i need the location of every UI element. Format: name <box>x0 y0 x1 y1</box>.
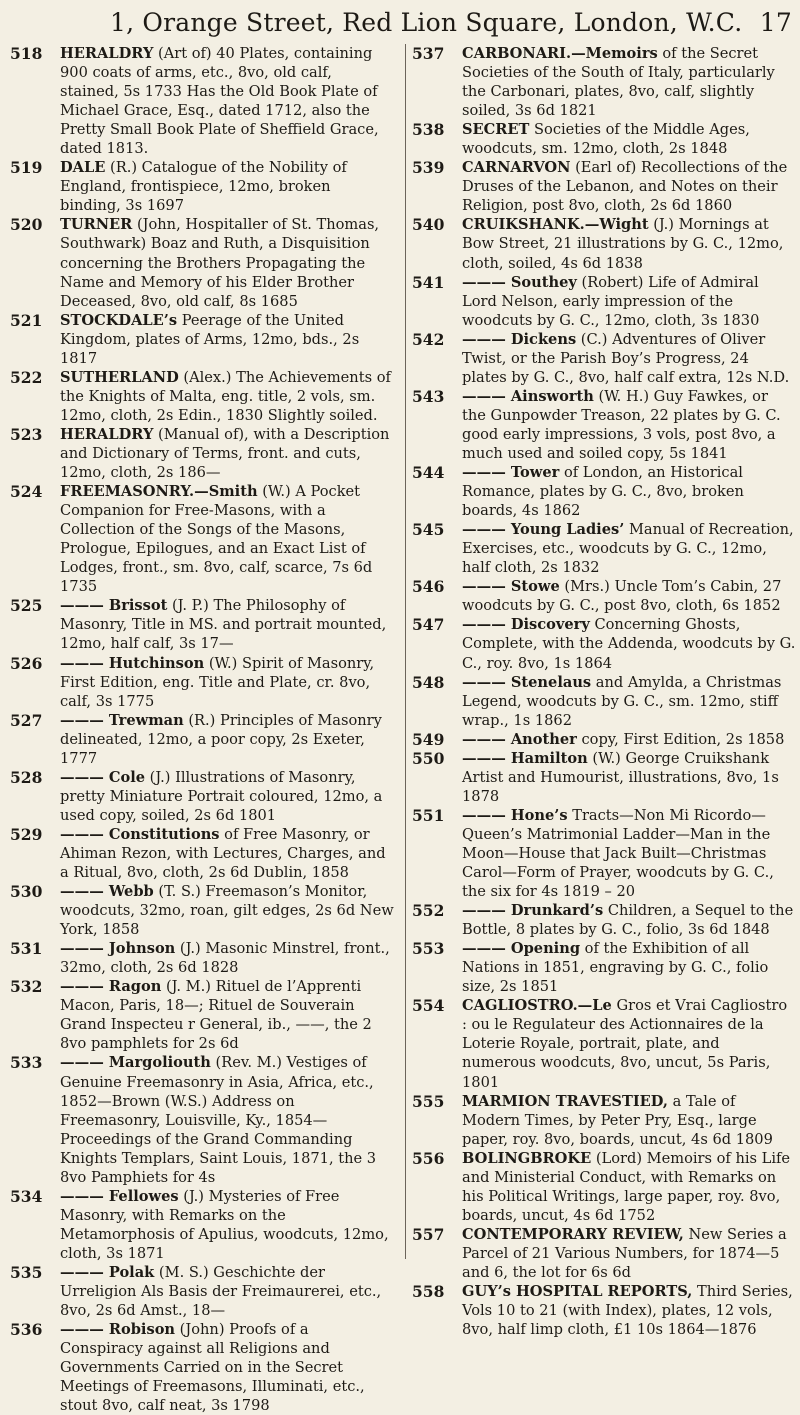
entry-heading: CARNARVON <box>462 159 571 177</box>
entry-heading: ——— Another <box>462 730 577 748</box>
entry-number: 528 <box>10 767 43 787</box>
entry-description: (J. M.) Rituel de l’Apprenti Macon, Paris, 18—; Rituel de Souverain Grand Inspecteu r General, ib., ——, the 2 8vo pamphlets for 2s 6d <box>60 978 372 1053</box>
entry-number: 538 <box>412 120 445 140</box>
catalogue-entry <box>10 711 394 768</box>
catalogue-entry <box>10 882 394 939</box>
entry-number: 525 <box>10 596 43 616</box>
entry-number: 534 <box>10 1186 43 1206</box>
entry-description: (W.) George Cruikshank Artist and Humourist, illustrations, 8vo, 1s 1878 <box>462 749 779 805</box>
entry-description: (John, Hospitaller of St. Thomas, Southwark) Boaz and Ruth, a Disquisition concerning the Brothers Propagating the Name and Memory of his Elder Brother Deceased, 8vo, old calf, 8s 1685 <box>60 216 380 310</box>
entry-description: (J. P.) The Philosophy of Masonry, Title in MS. and portrait mounted, 12mo, half calf, 3s 17— <box>60 597 387 653</box>
entry-heading: GUY’s HOSPITAL REPORTS, <box>462 1283 693 1301</box>
entry-number: 554 <box>412 996 445 1016</box>
entry-heading: ——— Trewman <box>60 711 184 729</box>
entry-heading: ——— Cole <box>60 768 146 786</box>
entry-description: (Earl of) Recollections of the Druses of the Lebanon, and Notes on their Religion, post 8vo, cloth, 2s 6d 1860 <box>462 159 788 215</box>
entry-number: 552 <box>412 901 445 921</box>
entry-description: (Lord) Memoirs of his Life and Ministerial Conduct, with Remarks on his Political Writings, large paper, roy. 8vo, boards, uncut, 4s 6d 1752 <box>462 1149 791 1224</box>
catalogue-entry <box>412 673 796 730</box>
entry-number: 539 <box>412 158 445 178</box>
header-address: 1, Orange Street, Red Lion Square, London, W.C. <box>110 8 743 37</box>
entry-description: (W. H.) Guy Fawkes, or the Gunpowder Treason, 22 plates by G. C. good early impressions, 3 vols, post 8vo, a much used and soiled copy, 5s 1841 <box>462 387 781 462</box>
catalogue-entry <box>10 215 394 310</box>
catalogue-entry <box>412 520 796 577</box>
catalogue-entry <box>412 158 796 215</box>
entry-number: 523 <box>10 424 43 444</box>
entry-number: 531 <box>10 939 43 959</box>
entry-description: of Free Masonry, or Ahiman Rezon, with Lectures, Charges, and a Ritual, 8vo, cloth, 2s 6d Dublin, 1858 <box>60 825 386 882</box>
entry-number: 533 <box>10 1053 43 1073</box>
catalogue-entry <box>412 1282 796 1339</box>
catalogue-entry <box>412 215 796 272</box>
entry-description: (J.) Mornings at Bow Street, 21 illustrations by G. C., 12mo, cloth, soiled, 4s 6d 1838 <box>462 216 784 272</box>
entry-number: 541 <box>412 272 445 292</box>
entry-number: 522 <box>10 367 43 387</box>
entry-heading: MARMION TRAVESTIED, <box>462 1092 668 1110</box>
entry-number: 550 <box>412 748 445 768</box>
entry-description: Societies of the Middle Ages, woodcuts, sm. 12mo, cloth, 2s 1848 <box>462 121 750 158</box>
entry-heading: ——— Robison <box>60 1321 176 1339</box>
catalogue-entry <box>10 1053 394 1186</box>
entry-number: 547 <box>412 615 445 635</box>
entry-number: 527 <box>10 710 43 730</box>
entry-description: (R.) Principles of Masonry delineated, 12mo, a poor copy, 2s Exeter, 1777 <box>60 711 382 767</box>
catalogue-entry <box>412 749 796 806</box>
entry-heading: FREEMASONRY.—Smith <box>60 483 258 501</box>
catalogue-entry <box>412 463 796 520</box>
entry-heading: ——— Fellowes <box>60 1187 179 1205</box>
entry-number: 551 <box>412 805 445 825</box>
entry-description: copy, First Edition, 2s 1858 <box>576 730 785 748</box>
entry-number: 546 <box>412 577 445 597</box>
entry-description: Tracts—Non Mi Ricordo—Queen’s Matrimonial Ladder—Man in the Moon—House that Jack Built—Christmas Carol—Form of Prayer, woodcuts by G. C., the six for 4s 1819 – 20 <box>462 806 774 901</box>
entry-heading: ——— Ragon <box>60 978 162 996</box>
entry-description: (W.) Spirit of Masonry, First Edition, eng. Title and Plate, cr. 8vo, calf, 3s 1775 <box>60 654 375 710</box>
entry-number: 545 <box>412 520 445 540</box>
entry-heading: SECRET <box>462 121 530 139</box>
catalogue-entry <box>10 596 394 653</box>
entry-number: 521 <box>10 310 43 330</box>
entry-number: 526 <box>10 653 43 673</box>
entry-heading: ——— Young Ladies’ <box>462 521 625 539</box>
entry-description: (Mrs.) Uncle Tom’s Cabin, 27 woodcuts by G. C., post 8vo, cloth, 6s 1852 <box>462 578 782 615</box>
entry-heading: SUTHERLAND <box>60 368 179 386</box>
catalogue-entry <box>412 939 796 996</box>
entry-heading: ——— Tower <box>462 464 560 482</box>
entry-heading: ——— Opening <box>462 940 581 958</box>
right-column <box>412 44 796 1339</box>
entry-number: 529 <box>10 824 43 844</box>
entry-heading: ——— Discovery <box>462 616 590 634</box>
catalogue-entry <box>412 273 796 330</box>
entry-heading: ——— Ainsworth <box>462 387 594 405</box>
entry-number: 524 <box>10 482 43 502</box>
entry-description: Third Series, Vols 10 to 21 (with Index), plates, 12 vols, 8vo, half limp cloth, £1 10s 1864—1876 <box>462 1283 793 1339</box>
entry-number: 556 <box>412 1148 445 1168</box>
entry-heading: ——— Drunkard’s <box>462 902 604 920</box>
catalogue-entry <box>412 730 796 749</box>
catalogue-entry <box>412 577 796 615</box>
catalogue-entry <box>412 44 796 120</box>
entry-heading: CARBONARI.—Memoirs <box>462 45 658 62</box>
entry-number: 535 <box>10 1263 43 1282</box>
catalogue-entry <box>10 825 394 882</box>
entry-heading: HERALDRY <box>60 45 154 62</box>
page-number: 17 <box>759 8 792 37</box>
catalogue-entry <box>10 768 394 825</box>
entry-number: 557 <box>412 1224 445 1244</box>
entry-number: 518 <box>10 44 43 63</box>
entry-number: 520 <box>10 215 43 235</box>
entry-description: (T. S.) Freemason’s Monitor, woodcuts, 32mo, roan, gilt edges, 2s 6d New York, 1858 <box>60 883 394 939</box>
entry-heading: TURNER <box>60 216 133 234</box>
entry-heading: ——— Constitutions <box>60 825 220 843</box>
entry-description: (Robert) Life of Admiral Lord Nelson, early impression of the woodcuts by G. C., 12mo, cloth, 3s 1830 <box>462 273 760 329</box>
entry-description: (C.) Adventures of Oliver Twist, or the Parish Boy’s Progress, 24 plates by G. C., 8vo, half calf extra, 12s N.D. <box>462 330 790 386</box>
left-column <box>10 44 394 1415</box>
catalogue-entry <box>412 387 796 463</box>
entry-heading: CRUIKSHANK.—Wight <box>462 216 649 234</box>
entry-description: and Amylda, a Christmas Legend, woodcuts by G. C., sm. 12mo, stiff wrap., 1s 1862 <box>462 673 782 729</box>
catalogue-entry <box>412 120 796 158</box>
catalogue-entry <box>10 425 394 482</box>
entry-heading: ——— Brissot <box>60 597 168 615</box>
entry-number: 540 <box>412 215 445 235</box>
entry-number: 558 <box>412 1282 445 1302</box>
entry-heading: ——— Stowe <box>462 578 560 596</box>
catalogue-entry <box>412 806 796 901</box>
entry-description: of the Exhibition of all Nations in 1851, engraving by G. C., folio size, 2s 1851 <box>462 940 769 996</box>
entry-heading: STOCKDALE’s <box>60 311 178 329</box>
entry-description: Children, a Sequel to the Bottle, 8 plates by G. C., folio, 3s 6d 1848 <box>462 902 794 939</box>
entry-heading: ——— Stenelaus <box>462 673 592 691</box>
catalogue-entry <box>10 1263 394 1320</box>
entry-description: of the Secret Societies of the South of Italy, particularly the Carbonari, plates, 8vo, calf, slightly soiled, 3s 6d 1821 <box>462 45 775 120</box>
catalogue-entry <box>412 1092 796 1149</box>
entry-heading: ——— Southey <box>462 273 577 291</box>
catalogue-entry <box>412 996 796 1091</box>
entry-number: 530 <box>10 882 43 902</box>
entry-description: Manual of Recreation, Exercises, etc., woodcuts by G. C., 12mo, half cloth, 2s 1832 <box>462 521 794 577</box>
entry-description: (J.) Illustrations of Masonry, pretty Miniature Portrait coloured, 12mo, a used copy, soiled, 2s 6d 1801 <box>60 768 383 824</box>
entry-description: of London, an Historical Romance, plates by G. C., 8vo, broken boards, 4s 1862 <box>462 464 744 520</box>
entry-heading: CAGLIOSTRO.—Le <box>462 997 612 1015</box>
entry-description: (M. S.) Geschichte der Urreligion Als Basis der Freimaurerei, etc., 8vo, 2s 6d Amst., 18— <box>60 1264 382 1320</box>
entry-number: 544 <box>412 463 445 483</box>
catalogue-entry <box>10 158 394 215</box>
entry-heading: DALE <box>60 159 106 177</box>
entry-number: 537 <box>412 44 445 63</box>
catalogue-entry <box>412 1225 796 1282</box>
entry-heading: ——— Polak <box>60 1264 155 1281</box>
entry-description: (Alex.) The Achievements of the Knights of Malta, eng. title, 2 vols, sm. 12mo, cloth, 2s Edin., 1830 Slightly soiled. <box>60 368 391 424</box>
catalogue-entry <box>10 1187 394 1263</box>
entry-heading: ——— Hone’s <box>462 806 568 824</box>
entry-heading: ——— Hamilton <box>462 749 588 767</box>
entry-description: (Art of) 40 Plates, containing 900 coats of arms, etc., 8vo, old calf, stained, 5s 1733 Has the Old Book Plate of Michael Grace, Esq., dated 1712, also the Pretty Small Book Plate of Sheffield Grace, dated 1813. <box>60 45 379 158</box>
entry-heading: ——— Johnson <box>60 940 176 958</box>
catalogue-entry <box>10 44 394 158</box>
catalogue-entry <box>412 901 796 939</box>
entry-description: (Rev. M.) Vestiges of Genuine Freemasonry in Asia, Africa, etc., 1852—Brown (W.S.) Address on Freemasonry, Louisville, Ky., 1854—Proceedings of the Grand Commanding Knights Templars, Saint Louis, 1871, the 3 8vo Pamphiets for 4s <box>60 1054 377 1186</box>
entry-heading: CONTEMPORARY REVIEW, <box>462 1225 684 1243</box>
catalogue-entry <box>10 977 394 1053</box>
catalogue-entry <box>10 311 394 368</box>
catalogue-entry <box>10 654 394 711</box>
entry-description: (John) Proofs of a Conspiracy against all Religions and Governments Carried on in the Secret Meetings of Freemasons, Illuminati, etc., stout 8vo, calf neat, 3s 1798 <box>60 1321 365 1415</box>
entry-description: (J.) Mysteries of Free Masonry, with Remarks on the Metamorphosis of Apulius, woodcuts, 12mo, cloth, 3s 1871 <box>60 1187 389 1262</box>
entry-heading: ——— Margoliouth <box>60 1054 211 1072</box>
catalogue-entry <box>10 939 394 977</box>
entry-description: (W.) A Pocket Companion for Free-Masons, with a Collection of the Songs of the Masons, Prologue, Epilogues, and an Exact List of Lodges, front., sm. 8vo, calf, scarce, 7s 6d 1735 <box>60 483 373 596</box>
entry-description: New Series a Parcel of 21 Various Numbers, for 1874—5 and 6, the lot for 6s 6d <box>462 1225 787 1281</box>
catalogue-entry <box>412 330 796 387</box>
entry-number: 542 <box>412 329 445 349</box>
entry-heading: ——— Webb <box>60 883 154 901</box>
entry-number: 519 <box>10 158 43 178</box>
entry-heading: BOLINGBROKE <box>462 1149 592 1167</box>
entry-description: Gros et Vrai Cagliostro : ou le Regulateur des Actionnaires de la Loterie Royale, portrait, plate, and numerous woodcuts, 8vo, uncut, 5s Paris, 1801 <box>462 997 788 1091</box>
entry-heading: HERALDRY <box>60 425 154 443</box>
entry-number: 553 <box>412 939 445 959</box>
entry-heading: ——— Hutchinson <box>60 654 205 672</box>
catalogue-entry <box>10 482 394 596</box>
column-divider <box>405 44 406 1259</box>
entry-number: 532 <box>10 977 43 997</box>
running-header <box>110 6 800 40</box>
entry-number: 536 <box>10 1320 43 1340</box>
catalogue-entry <box>10 368 394 425</box>
entry-heading: ——— Dickens <box>462 330 577 348</box>
entry-number: 549 <box>412 729 445 749</box>
catalogue-entry <box>10 1320 394 1415</box>
entry-description: (Manual of), with a Description and Dictionary of Terms, front. and cuts, 12mo, cloth, 2s 186— <box>60 425 390 482</box>
entry-number: 543 <box>412 386 445 406</box>
entry-description: a Tale of Modern Times, by Peter Pry, Esq., large paper, roy. 8vo, boards, uncut, 4s 6d 1809 <box>462 1092 773 1148</box>
entry-description: Peerage of the United Kingdom, plates of Arms, 12mo, bds., 2s 1817 <box>60 311 360 367</box>
entry-description: Concerning Ghosts, Complete, with the Addenda, woodcuts by G. C., roy. 8vo, 1s 1864 <box>462 616 796 672</box>
entry-number: 555 <box>412 1091 445 1111</box>
catalogue-entry <box>412 1149 796 1225</box>
entry-number: 548 <box>412 672 445 692</box>
catalogue-entry <box>412 615 796 672</box>
entry-description: (J.) Masonic Minstrel, front., 32mo, cloth, 2s 6d 1828 <box>60 940 390 977</box>
entry-description: (R.) Catalogue of the Nobility of England, frontispiece, 12mo, broken binding, 3s 1697 <box>60 159 347 215</box>
